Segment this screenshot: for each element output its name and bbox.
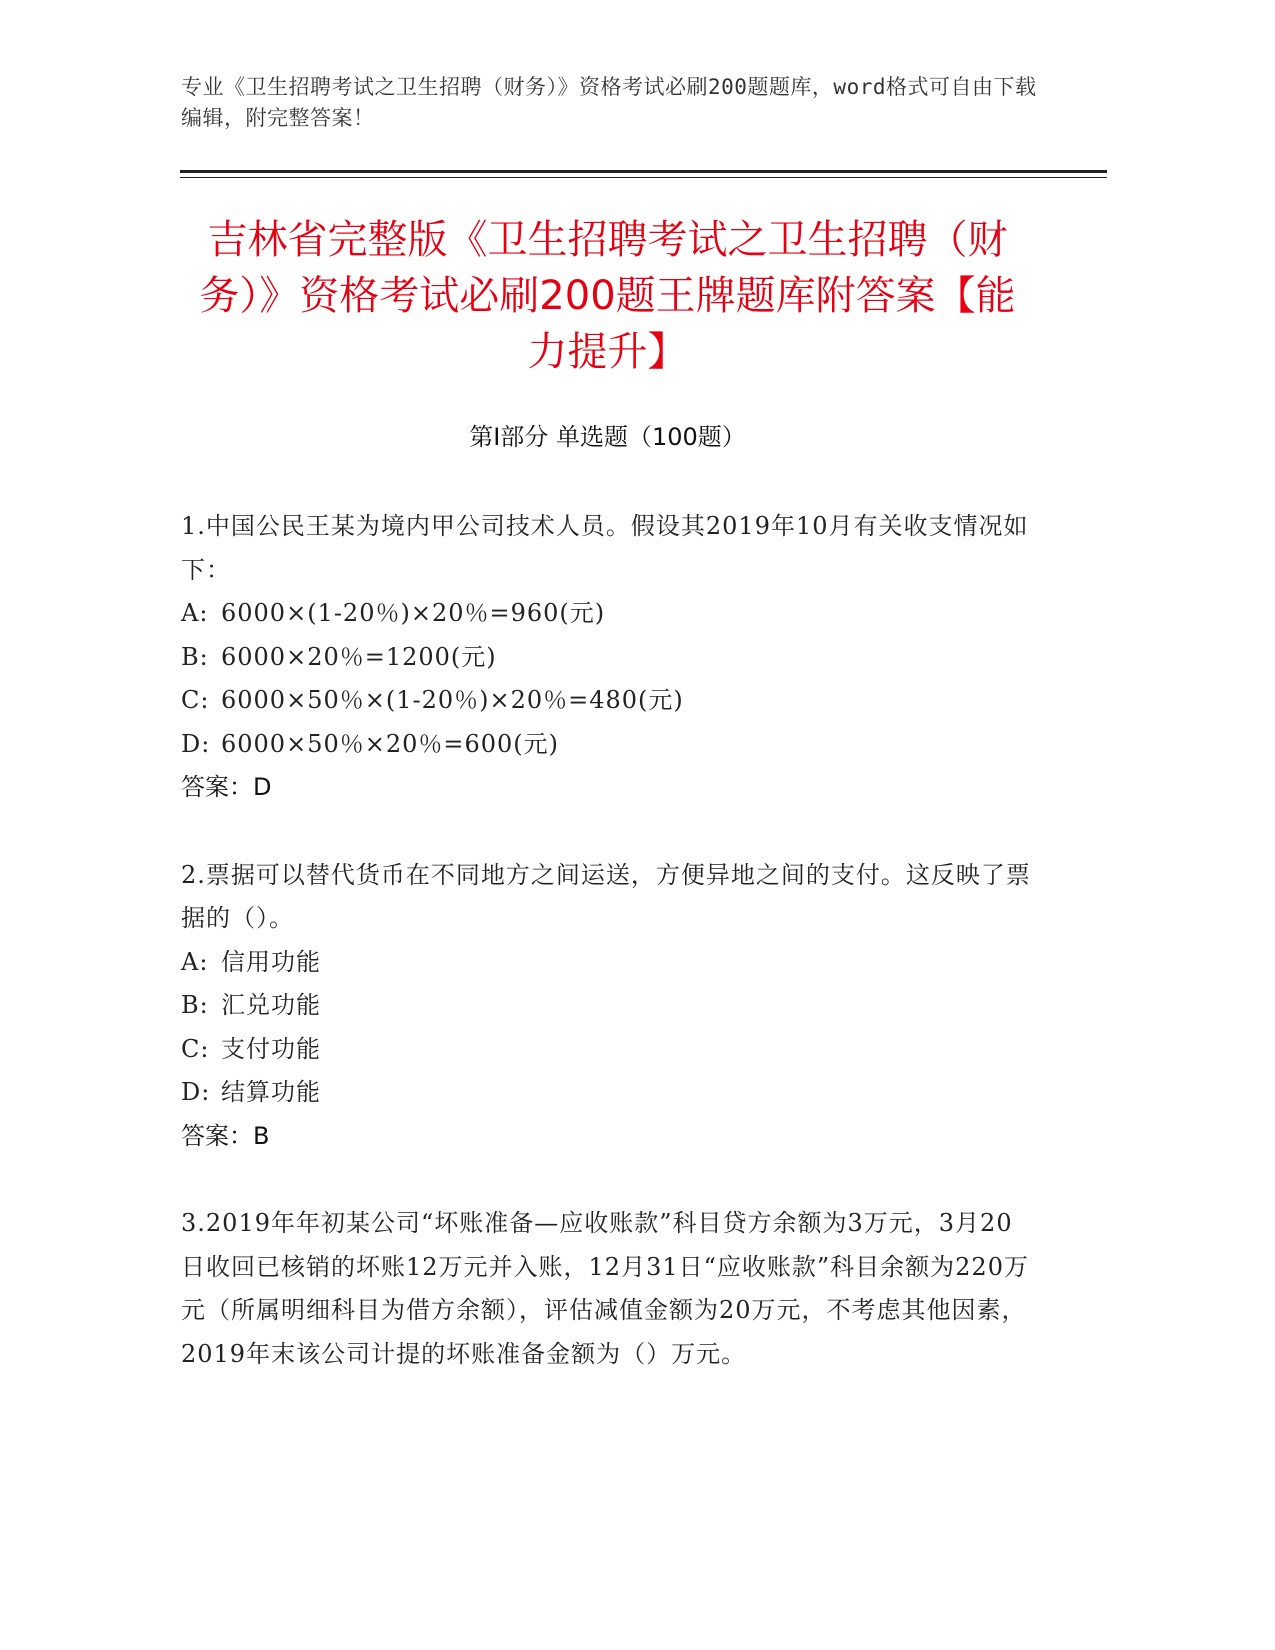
option-c [181, 679, 1031, 723]
question-stem: 3.2019年年初某公司“坏账准备—应收账款”科目贷方余额为3万元，3月20日收回已核销的坏账12万元并入账，12月31日“应收账款”科目余额为220万元（所属明细科目为借方余额），评估减值金额为20万元，不考虑其他因素，2019年末该公司计提的坏账准备金额为（）万元。 [181, 1209, 1029, 1368]
document-title: 吉林省完整版《卫生招聘考试之卫生招聘（财务）》资格考试必刷200题王牌题库附答案【能力提升】 [199, 217, 1016, 375]
option-letter: C: [181, 1034, 210, 1063]
answer: 答案：D [181, 773, 272, 801]
header-divider-thin [180, 177, 1107, 178]
header-note: 专业《卫生招聘考试之卫生招聘（财务）》资格考试必刷200题题库，word格式可自由下载编辑，附完整答案！ [181, 75, 1037, 130]
option-text: 6000×50％×20％=600(元) [221, 729, 560, 758]
option-b [181, 984, 1031, 1028]
question-1 [181, 505, 1031, 810]
option-a [181, 941, 1031, 985]
option-text: 结算功能 [221, 1078, 321, 1106]
question-stem: 2.票据可以替代货币在不同地方之间运送，方便异地之间的支付。这反映了票据的（）。 [181, 860, 1031, 932]
option-text: 6000×50％×(1-20％)×20％=480(元) [221, 686, 684, 714]
question-list [181, 505, 1031, 1420]
option-text: 信用功能 [221, 947, 321, 976]
option-d [181, 1071, 1031, 1115]
option-text: 6000×20％=1200(元) [221, 642, 497, 671]
option-letter: A: [181, 947, 209, 976]
option-d [181, 723, 1031, 767]
option-letter: D: [181, 729, 211, 758]
answer: 答案：B [181, 1121, 270, 1150]
option-b [181, 636, 1031, 680]
header-divider-thick [180, 170, 1107, 173]
section-title: 第I部分 单选题（100题） [469, 423, 746, 451]
option-a [181, 592, 1031, 636]
option-letter: A: [181, 599, 209, 627]
option-letter: B: [181, 642, 209, 671]
option-letter: D: [181, 1078, 211, 1106]
question-stem: 1.中国公民王某为境内甲公司技术人员。假设其2019年10月有关收支情况如下： [181, 512, 1029, 584]
question-2 [181, 854, 1031, 1159]
question-3 [181, 1202, 1031, 1376]
option-text: 汇兑功能 [221, 991, 321, 1019]
option-letter: C: [181, 686, 210, 714]
option-letter: B: [181, 991, 209, 1019]
option-c [181, 1028, 1031, 1072]
option-text: 6000×(1-20％)×20％=960(元) [221, 599, 606, 627]
option-text: 支付功能 [221, 1034, 321, 1063]
